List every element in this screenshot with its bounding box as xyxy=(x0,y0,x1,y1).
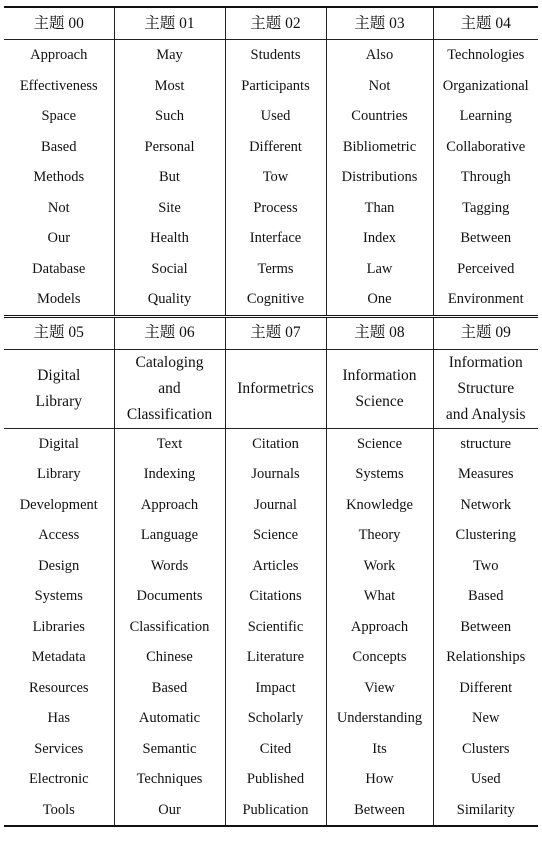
keyword-cell: Quality xyxy=(114,284,225,316)
keyword-cell: Two xyxy=(433,551,538,582)
topic-label-line: Digital xyxy=(37,366,81,384)
keyword-cell: Cognitive xyxy=(225,284,326,316)
keyword-cell: Learning xyxy=(433,101,538,132)
keyword-cell: Collaborative xyxy=(433,132,538,163)
topic-label-line: Structure xyxy=(457,379,515,397)
keyword-cell: May xyxy=(114,40,225,71)
table-row xyxy=(4,520,538,551)
keyword-cell: Database xyxy=(4,254,114,285)
keyword-cell: Published xyxy=(225,764,326,795)
keyword-cell: Digital xyxy=(4,428,114,459)
table-row xyxy=(4,284,538,316)
keyword-cell: Journal xyxy=(225,490,326,521)
table-row xyxy=(4,673,538,704)
keyword-cell: Classification xyxy=(114,612,225,643)
keyword-cell: View xyxy=(326,673,433,704)
keyword-cell: Bibliometric xyxy=(326,132,433,163)
table-row xyxy=(4,254,538,285)
table-row xyxy=(4,581,538,612)
keyword-cell: Personal xyxy=(114,132,225,163)
keyword-cell: Not xyxy=(4,193,114,224)
keyword-cell: Development xyxy=(4,490,114,521)
keyword-cell: Not xyxy=(326,71,433,102)
keyword-cell: Indexing xyxy=(114,459,225,490)
table-row xyxy=(4,734,538,765)
keyword-cell: Based xyxy=(114,673,225,704)
topic-keyword-table xyxy=(4,6,538,827)
keyword-cell: Tools xyxy=(4,795,114,827)
table-row xyxy=(4,132,538,163)
keyword-cell: Organizational xyxy=(433,71,538,102)
keyword-cell: Students xyxy=(225,40,326,71)
keyword-cell: Clustering xyxy=(433,520,538,551)
topic-header: 主题 09 xyxy=(433,316,538,349)
keyword-cell: Between xyxy=(433,223,538,254)
topic-label-row xyxy=(4,349,538,428)
keyword-cell: Countries xyxy=(326,101,433,132)
keyword-cell: Citation xyxy=(225,428,326,459)
topic-label xyxy=(225,349,326,428)
keyword-cell: One xyxy=(326,284,433,316)
keyword-cell: Electronic xyxy=(4,764,114,795)
keyword-cell: Between xyxy=(433,612,538,643)
keyword-cell: Environment xyxy=(433,284,538,316)
keyword-cell: Tagging xyxy=(433,193,538,224)
topic-label-line: Science xyxy=(355,392,404,410)
keyword-cell: Systems xyxy=(326,459,433,490)
keyword-cell: Articles xyxy=(225,551,326,582)
keyword-cell: Concepts xyxy=(326,642,433,673)
table-row xyxy=(4,428,538,459)
keyword-cell: Law xyxy=(326,254,433,285)
keyword-cell: Our xyxy=(114,795,225,827)
keyword-cell: Between xyxy=(326,795,433,827)
table-row xyxy=(4,764,538,795)
table-row xyxy=(4,40,538,71)
table-row xyxy=(4,162,538,193)
keyword-cell: But xyxy=(114,162,225,193)
table-row xyxy=(4,703,538,734)
keyword-cell: Tow xyxy=(225,162,326,193)
topic-header: 主题 08 xyxy=(326,316,433,349)
keyword-cell: Approach xyxy=(4,40,114,71)
keyword-cell: Semantic xyxy=(114,734,225,765)
keyword-cell: Technologies xyxy=(433,40,538,71)
keyword-cell: Automatic xyxy=(114,703,225,734)
keyword-cell: Work xyxy=(326,551,433,582)
keyword-cell: What xyxy=(326,581,433,612)
table-row xyxy=(4,71,538,102)
topic-header: 主题 05 xyxy=(4,316,114,349)
topic-header: 主题 00 xyxy=(4,7,114,40)
keyword-cell: Interface xyxy=(225,223,326,254)
keyword-cell: Access xyxy=(4,520,114,551)
table-body xyxy=(4,7,538,826)
keyword-cell: Also xyxy=(326,40,433,71)
keyword-cell: Metadata xyxy=(4,642,114,673)
keyword-cell: Services xyxy=(4,734,114,765)
keyword-cell: Documents xyxy=(114,581,225,612)
keyword-cell: Theory xyxy=(326,520,433,551)
keyword-cell: Health xyxy=(114,223,225,254)
topic-header: 主题 07 xyxy=(225,316,326,349)
keyword-cell: Scholarly xyxy=(225,703,326,734)
keyword-cell: Than xyxy=(326,193,433,224)
keyword-cell: Knowledge xyxy=(326,490,433,521)
keyword-cell: Understanding xyxy=(326,703,433,734)
topic-label-line: Classification xyxy=(126,405,213,423)
header-row xyxy=(4,7,538,40)
keyword-cell: Process xyxy=(225,193,326,224)
topic-label-line: Cataloging xyxy=(135,353,204,371)
keyword-cell: Libraries xyxy=(4,612,114,643)
keyword-cell: Words xyxy=(114,551,225,582)
topic-label-line: Information xyxy=(342,366,417,384)
topic-label xyxy=(114,349,225,428)
topic-header: 主题 01 xyxy=(114,7,225,40)
keyword-cell: Effectiveness xyxy=(4,71,114,102)
keyword-cell: Site xyxy=(114,193,225,224)
table-row xyxy=(4,795,538,827)
keyword-cell: Science xyxy=(326,428,433,459)
keyword-cell: Methods xyxy=(4,162,114,193)
header-row xyxy=(4,316,538,349)
keyword-cell: Network xyxy=(433,490,538,521)
table-row xyxy=(4,490,538,521)
keyword-cell: Used xyxy=(225,101,326,132)
keyword-cell: Space xyxy=(4,101,114,132)
keyword-cell: Similarity xyxy=(433,795,538,827)
table-row xyxy=(4,223,538,254)
topic-header: 主题 03 xyxy=(326,7,433,40)
table-row xyxy=(4,193,538,224)
keyword-cell: Terms xyxy=(225,254,326,285)
keyword-cell: Citations xyxy=(225,581,326,612)
topic-label-line: Informetrics xyxy=(237,379,314,397)
table-row xyxy=(4,459,538,490)
keyword-cell: structure xyxy=(433,428,538,459)
keyword-cell: Most xyxy=(114,71,225,102)
keyword-cell: Measures xyxy=(433,459,538,490)
topic-table xyxy=(4,6,538,827)
topic-header: 主题 04 xyxy=(433,7,538,40)
keyword-cell: Index xyxy=(326,223,433,254)
table-row xyxy=(4,101,538,132)
keyword-cell: Participants xyxy=(225,71,326,102)
keyword-cell: Such xyxy=(114,101,225,132)
keyword-cell: Library xyxy=(4,459,114,490)
topic-label-line: Information xyxy=(448,353,523,371)
topic-header: 主题 06 xyxy=(114,316,225,349)
keyword-cell: Literature xyxy=(225,642,326,673)
keyword-cell: Distributions xyxy=(326,162,433,193)
keyword-cell: Chinese xyxy=(114,642,225,673)
keyword-cell: How xyxy=(326,764,433,795)
keyword-cell: Publication xyxy=(225,795,326,827)
keyword-cell: Different xyxy=(433,673,538,704)
keyword-cell: Journals xyxy=(225,459,326,490)
keyword-cell: Relationships xyxy=(433,642,538,673)
keyword-cell: Systems xyxy=(4,581,114,612)
keyword-cell: Language xyxy=(114,520,225,551)
keyword-cell: Clusters xyxy=(433,734,538,765)
keyword-cell: Scientific xyxy=(225,612,326,643)
keyword-cell: Used xyxy=(433,764,538,795)
keyword-cell: Approach xyxy=(326,612,433,643)
keyword-cell: Our xyxy=(4,223,114,254)
keyword-cell: Text xyxy=(114,428,225,459)
keyword-cell: Techniques xyxy=(114,764,225,795)
topic-label xyxy=(326,349,433,428)
keyword-cell: Has xyxy=(4,703,114,734)
keyword-cell: New xyxy=(433,703,538,734)
keyword-cell: Design xyxy=(4,551,114,582)
keyword-cell: Impact xyxy=(225,673,326,704)
keyword-cell: Resources xyxy=(4,673,114,704)
keyword-cell: Social xyxy=(114,254,225,285)
keyword-cell: Perceived xyxy=(433,254,538,285)
table-row xyxy=(4,642,538,673)
keyword-cell: Science xyxy=(225,520,326,551)
topic-label xyxy=(4,349,114,428)
keyword-cell: Different xyxy=(225,132,326,163)
keyword-cell: Based xyxy=(4,132,114,163)
topic-label-line: and Analysis xyxy=(445,405,526,423)
table-row xyxy=(4,612,538,643)
keyword-cell: Models xyxy=(4,284,114,316)
table-row xyxy=(4,551,538,582)
keyword-cell: Based xyxy=(433,581,538,612)
topic-label xyxy=(433,349,538,428)
keyword-cell: Through xyxy=(433,162,538,193)
topic-label-line: Library xyxy=(35,392,82,410)
topic-header: 主题 02 xyxy=(225,7,326,40)
keyword-cell: Approach xyxy=(114,490,225,521)
keyword-cell: Its xyxy=(326,734,433,765)
topic-label-line: and xyxy=(158,379,181,397)
keyword-cell: Cited xyxy=(225,734,326,765)
